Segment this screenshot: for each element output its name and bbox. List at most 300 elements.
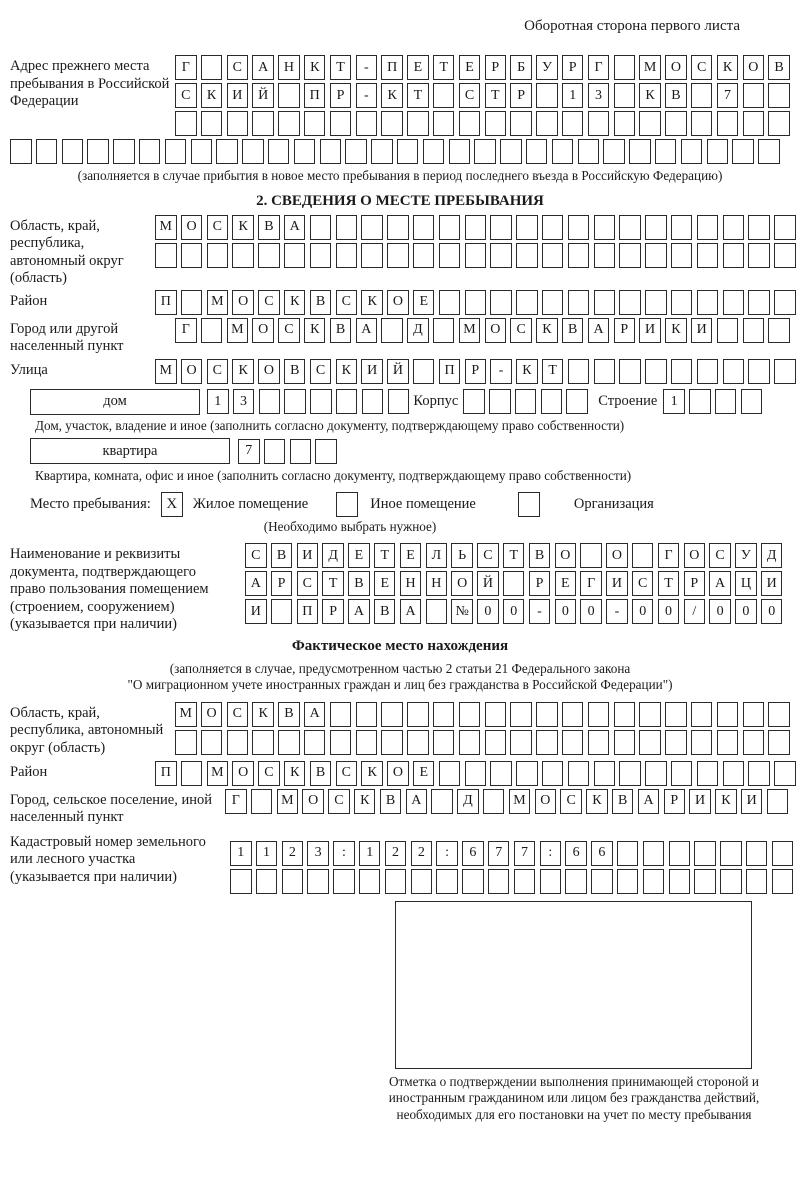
char-cell[interactable]: И — [606, 571, 628, 596]
char-cell[interactable] — [772, 841, 794, 866]
char-cell[interactable] — [772, 869, 794, 894]
char-cell[interactable] — [436, 869, 458, 894]
char-cell[interactable] — [568, 359, 590, 384]
char-cell[interactable]: У — [735, 543, 757, 568]
char-cell[interactable] — [768, 111, 790, 136]
char-cell[interactable]: С — [227, 55, 249, 80]
char-cell[interactable]: У — [536, 55, 558, 80]
char-cell[interactable]: К — [516, 359, 538, 384]
char-cell[interactable] — [671, 215, 693, 240]
char-cell[interactable]: К — [361, 290, 383, 315]
char-cell[interactable]: С — [691, 55, 713, 80]
char-cell[interactable]: С — [632, 571, 654, 596]
char-cell[interactable]: К — [717, 55, 739, 80]
char-cell[interactable]: 3 — [588, 83, 610, 108]
char-cell[interactable] — [614, 730, 636, 755]
char-cell[interactable]: 7 — [238, 439, 260, 464]
char-cell[interactable]: Р — [271, 571, 293, 596]
char-cell[interactable] — [271, 599, 293, 624]
char-cell[interactable]: 0 — [735, 599, 757, 624]
char-cell[interactable] — [562, 702, 584, 727]
char-cell[interactable]: 0 — [632, 599, 654, 624]
char-cell[interactable]: О — [181, 359, 203, 384]
char-cell[interactable]: О — [181, 215, 203, 240]
char-cell[interactable] — [201, 730, 223, 755]
char-cell[interactable]: А — [356, 318, 378, 343]
char-cell[interactable]: 1 — [207, 389, 229, 414]
char-cell[interactable]: А — [400, 599, 422, 624]
char-cell[interactable] — [36, 139, 58, 164]
char-cell[interactable] — [594, 359, 616, 384]
char-cell[interactable] — [639, 730, 661, 755]
char-cell[interactable] — [732, 139, 754, 164]
char-cell[interactable]: 1 — [230, 841, 252, 866]
char-cell[interactable]: - — [356, 55, 378, 80]
char-cell[interactable] — [689, 389, 711, 414]
char-cell[interactable] — [356, 111, 378, 136]
char-cell[interactable]: П — [155, 290, 177, 315]
char-cell[interactable] — [282, 869, 304, 894]
char-cell[interactable] — [165, 139, 187, 164]
char-cell[interactable] — [645, 290, 667, 315]
stay-type-checkbox-residential[interactable]: X — [161, 492, 183, 517]
char-cell[interactable] — [426, 599, 448, 624]
char-cell[interactable] — [645, 215, 667, 240]
char-cell[interactable]: 0 — [709, 599, 731, 624]
char-cell[interactable]: В — [271, 543, 293, 568]
char-cell[interactable] — [258, 243, 280, 268]
char-cell[interactable] — [356, 702, 378, 727]
char-cell[interactable] — [259, 389, 281, 414]
char-cell[interactable]: А — [406, 789, 428, 814]
char-cell[interactable] — [516, 761, 538, 786]
char-cell[interactable] — [619, 761, 641, 786]
char-cell[interactable] — [768, 318, 790, 343]
char-cell[interactable] — [669, 841, 691, 866]
char-cell[interactable]: О — [232, 290, 254, 315]
char-cell[interactable]: Р — [485, 55, 507, 80]
char-cell[interactable] — [562, 111, 584, 136]
char-cell[interactable]: К — [232, 359, 254, 384]
char-cell[interactable] — [139, 139, 161, 164]
char-cell[interactable] — [62, 139, 84, 164]
char-cell[interactable]: Р — [465, 359, 487, 384]
char-cell[interactable] — [483, 789, 505, 814]
char-cell[interactable] — [423, 139, 445, 164]
char-cell[interactable]: 6 — [591, 841, 613, 866]
char-cell[interactable]: П — [304, 83, 326, 108]
char-cell[interactable]: 0 — [503, 599, 525, 624]
char-cell[interactable] — [387, 243, 409, 268]
char-cell[interactable] — [294, 139, 316, 164]
char-cell[interactable] — [748, 761, 770, 786]
char-cell[interactable]: Р — [510, 83, 532, 108]
char-cell[interactable]: С — [227, 702, 249, 727]
char-cell[interactable] — [459, 702, 481, 727]
char-cell[interactable] — [566, 389, 588, 414]
char-cell[interactable]: Й — [477, 571, 499, 596]
char-cell[interactable]: Р — [614, 318, 636, 343]
char-cell[interactable] — [320, 139, 342, 164]
char-cell[interactable] — [516, 215, 538, 240]
char-cell[interactable] — [113, 139, 135, 164]
char-cell[interactable] — [381, 318, 403, 343]
char-cell[interactable] — [439, 761, 461, 786]
char-cell[interactable] — [619, 359, 641, 384]
char-cell[interactable] — [242, 139, 264, 164]
char-cell[interactable]: О — [451, 571, 473, 596]
char-cell[interactable] — [439, 290, 461, 315]
char-cell[interactable]: В — [374, 599, 396, 624]
char-cell[interactable] — [388, 389, 410, 414]
char-cell[interactable] — [694, 841, 716, 866]
char-cell[interactable] — [681, 139, 703, 164]
char-cell[interactable] — [619, 215, 641, 240]
char-cell[interactable]: В — [284, 359, 306, 384]
char-cell[interactable]: Е — [348, 543, 370, 568]
char-cell[interactable] — [645, 243, 667, 268]
char-cell[interactable] — [227, 111, 249, 136]
char-cell[interactable] — [768, 83, 790, 108]
char-cell[interactable]: К — [536, 318, 558, 343]
char-cell[interactable]: С — [175, 83, 197, 108]
char-cell[interactable]: М — [227, 318, 249, 343]
char-cell[interactable] — [717, 111, 739, 136]
char-cell[interactable] — [433, 702, 455, 727]
char-cell[interactable] — [723, 243, 745, 268]
char-cell[interactable]: С — [207, 359, 229, 384]
char-cell[interactable] — [155, 243, 177, 268]
char-cell[interactable] — [536, 702, 558, 727]
char-cell[interactable]: С — [459, 83, 481, 108]
char-cell[interactable]: В — [529, 543, 551, 568]
char-cell[interactable]: Н — [278, 55, 300, 80]
char-cell[interactable] — [743, 318, 765, 343]
char-cell[interactable]: В — [562, 318, 584, 343]
char-cell[interactable]: К — [354, 789, 376, 814]
char-cell[interactable] — [191, 139, 213, 164]
char-cell[interactable] — [665, 702, 687, 727]
char-cell[interactable]: С — [560, 789, 582, 814]
char-cell[interactable] — [723, 290, 745, 315]
char-cell[interactable] — [526, 139, 548, 164]
char-cell[interactable]: О — [606, 543, 628, 568]
char-cell[interactable] — [746, 841, 768, 866]
char-cell[interactable]: Р — [664, 789, 686, 814]
char-cell[interactable] — [715, 389, 737, 414]
char-cell[interactable]: Г — [225, 789, 247, 814]
char-cell[interactable]: 7 — [514, 841, 536, 866]
char-cell[interactable]: 1 — [562, 83, 584, 108]
char-cell[interactable]: К — [336, 359, 358, 384]
char-cell[interactable]: 0 — [477, 599, 499, 624]
char-cell[interactable] — [645, 359, 667, 384]
char-cell[interactable] — [500, 139, 522, 164]
char-cell[interactable]: 6 — [462, 841, 484, 866]
char-cell[interactable]: К — [586, 789, 608, 814]
char-cell[interactable]: С — [278, 318, 300, 343]
char-cell[interactable] — [465, 761, 487, 786]
char-cell[interactable]: Г — [580, 571, 602, 596]
char-cell[interactable] — [449, 139, 471, 164]
char-cell[interactable]: В — [278, 702, 300, 727]
char-cell[interactable]: 7 — [488, 841, 510, 866]
char-cell[interactable]: К — [304, 55, 326, 80]
char-cell[interactable] — [671, 761, 693, 786]
char-cell[interactable]: А — [709, 571, 731, 596]
char-cell[interactable]: А — [638, 789, 660, 814]
char-cell[interactable]: А — [348, 599, 370, 624]
char-cell[interactable] — [697, 290, 719, 315]
char-cell[interactable]: В — [380, 789, 402, 814]
char-cell[interactable]: Р — [684, 571, 706, 596]
stay-type-checkbox-organization[interactable] — [518, 492, 540, 517]
char-cell[interactable] — [381, 111, 403, 136]
char-cell[interactable]: Д — [322, 543, 344, 568]
char-cell[interactable] — [694, 869, 716, 894]
char-cell[interactable]: И — [691, 318, 713, 343]
char-cell[interactable]: 1 — [663, 389, 685, 414]
char-cell[interactable]: О — [387, 290, 409, 315]
char-cell[interactable] — [310, 215, 332, 240]
char-cell[interactable]: 6 — [565, 841, 587, 866]
char-cell[interactable]: 3 — [233, 389, 255, 414]
char-cell[interactable] — [588, 111, 610, 136]
char-cell[interactable] — [463, 389, 485, 414]
char-cell[interactable] — [614, 55, 636, 80]
char-cell[interactable]: Р — [330, 83, 352, 108]
char-cell[interactable]: Д — [407, 318, 429, 343]
char-cell[interactable] — [723, 761, 745, 786]
char-cell[interactable] — [619, 290, 641, 315]
char-cell[interactable] — [614, 83, 636, 108]
char-cell[interactable] — [330, 702, 352, 727]
char-cell[interactable] — [580, 543, 602, 568]
char-cell[interactable] — [230, 869, 252, 894]
char-cell[interactable] — [361, 215, 383, 240]
char-cell[interactable]: О — [252, 318, 274, 343]
char-cell[interactable]: 0 — [580, 599, 602, 624]
char-cell[interactable]: Ц — [735, 571, 757, 596]
char-cell[interactable]: А — [588, 318, 610, 343]
char-cell[interactable]: 0 — [555, 599, 577, 624]
char-cell[interactable] — [490, 290, 512, 315]
char-cell[interactable]: Г — [658, 543, 680, 568]
char-cell[interactable] — [256, 869, 278, 894]
char-cell[interactable]: А — [245, 571, 267, 596]
char-cell[interactable] — [387, 215, 409, 240]
char-cell[interactable] — [439, 243, 461, 268]
char-cell[interactable] — [743, 111, 765, 136]
char-cell[interactable]: П — [297, 599, 319, 624]
char-cell[interactable] — [465, 215, 487, 240]
char-cell[interactable]: 2 — [411, 841, 433, 866]
char-cell[interactable] — [536, 111, 558, 136]
char-cell[interactable]: С — [709, 543, 731, 568]
char-cell[interactable]: М — [207, 290, 229, 315]
char-cell[interactable] — [407, 730, 429, 755]
char-cell[interactable] — [697, 243, 719, 268]
char-cell[interactable] — [639, 111, 661, 136]
char-cell[interactable] — [591, 869, 613, 894]
char-cell[interactable] — [264, 439, 286, 464]
char-cell[interactable] — [774, 215, 796, 240]
char-cell[interactable]: О — [743, 55, 765, 80]
char-cell[interactable]: Н — [400, 571, 422, 596]
char-cell[interactable]: М — [509, 789, 531, 814]
char-cell[interactable]: О — [535, 789, 557, 814]
char-cell[interactable] — [568, 761, 590, 786]
char-cell[interactable] — [175, 730, 197, 755]
char-cell[interactable] — [304, 730, 326, 755]
char-cell[interactable] — [619, 243, 641, 268]
char-cell[interactable] — [723, 359, 745, 384]
char-cell[interactable]: О — [665, 55, 687, 80]
char-cell[interactable] — [268, 139, 290, 164]
char-cell[interactable] — [774, 290, 796, 315]
char-cell[interactable] — [536, 83, 558, 108]
char-cell[interactable] — [768, 730, 790, 755]
char-cell[interactable]: А — [284, 215, 306, 240]
char-cell[interactable] — [691, 702, 713, 727]
char-cell[interactable]: Е — [407, 55, 429, 80]
char-cell[interactable] — [336, 389, 358, 414]
char-cell[interactable] — [542, 215, 564, 240]
char-cell[interactable]: И — [741, 789, 763, 814]
char-cell[interactable]: М — [639, 55, 661, 80]
char-cell[interactable]: Т — [322, 571, 344, 596]
char-cell[interactable] — [697, 215, 719, 240]
char-cell[interactable] — [516, 290, 538, 315]
char-cell[interactable]: / — [684, 599, 706, 624]
char-cell[interactable]: К — [361, 761, 383, 786]
char-cell[interactable]: Т — [503, 543, 525, 568]
char-cell[interactable] — [411, 869, 433, 894]
char-cell[interactable] — [330, 730, 352, 755]
char-cell[interactable] — [278, 730, 300, 755]
char-cell[interactable]: К — [232, 215, 254, 240]
char-cell[interactable]: С — [297, 571, 319, 596]
char-cell[interactable]: К — [715, 789, 737, 814]
char-cell[interactable] — [201, 318, 223, 343]
char-cell[interactable]: - — [606, 599, 628, 624]
char-cell[interactable] — [748, 290, 770, 315]
char-cell[interactable] — [381, 730, 403, 755]
char-cell[interactable] — [748, 243, 770, 268]
char-cell[interactable]: Е — [374, 571, 396, 596]
char-cell[interactable]: В — [348, 571, 370, 596]
char-cell[interactable] — [617, 841, 639, 866]
char-cell[interactable]: А — [304, 702, 326, 727]
char-cell[interactable] — [413, 215, 435, 240]
char-cell[interactable] — [562, 730, 584, 755]
char-cell[interactable] — [201, 111, 223, 136]
char-cell[interactable]: О — [232, 761, 254, 786]
char-cell[interactable]: Р — [529, 571, 551, 596]
char-cell[interactable] — [536, 730, 558, 755]
char-cell[interactable]: Т — [330, 55, 352, 80]
char-cell[interactable] — [565, 869, 587, 894]
char-cell[interactable]: К — [665, 318, 687, 343]
char-cell[interactable]: В — [612, 789, 634, 814]
char-cell[interactable] — [568, 215, 590, 240]
char-cell[interactable] — [639, 702, 661, 727]
char-cell[interactable] — [748, 359, 770, 384]
char-cell[interactable]: Г — [175, 318, 197, 343]
char-cell[interactable] — [336, 243, 358, 268]
char-cell[interactable]: К — [284, 761, 306, 786]
char-cell[interactable] — [181, 290, 203, 315]
char-cell[interactable]: О — [555, 543, 577, 568]
char-cell[interactable]: К — [381, 83, 403, 108]
char-cell[interactable]: М — [155, 215, 177, 240]
char-cell[interactable] — [87, 139, 109, 164]
char-cell[interactable] — [542, 290, 564, 315]
char-cell[interactable] — [290, 439, 312, 464]
char-cell[interactable]: П — [155, 761, 177, 786]
char-cell[interactable] — [720, 869, 742, 894]
char-cell[interactable]: К — [284, 290, 306, 315]
char-cell[interactable] — [371, 139, 393, 164]
char-cell[interactable] — [717, 730, 739, 755]
char-cell[interactable] — [181, 243, 203, 268]
char-cell[interactable] — [614, 702, 636, 727]
char-cell[interactable] — [629, 139, 651, 164]
char-cell[interactable] — [489, 389, 511, 414]
char-cell[interactable] — [433, 83, 455, 108]
char-cell[interactable] — [333, 869, 355, 894]
char-cell[interactable] — [251, 789, 273, 814]
char-cell[interactable]: Л — [426, 543, 448, 568]
char-cell[interactable] — [175, 111, 197, 136]
char-cell[interactable] — [768, 702, 790, 727]
char-cell[interactable]: С — [207, 215, 229, 240]
char-cell[interactable] — [578, 139, 600, 164]
char-cell[interactable] — [413, 243, 435, 268]
char-cell[interactable] — [356, 730, 378, 755]
char-cell[interactable]: Е — [413, 761, 435, 786]
char-cell[interactable] — [669, 869, 691, 894]
char-cell[interactable] — [359, 869, 381, 894]
char-cell[interactable] — [665, 111, 687, 136]
char-cell[interactable]: Т — [374, 543, 396, 568]
char-cell[interactable]: К — [304, 318, 326, 343]
char-cell[interactable] — [433, 730, 455, 755]
char-cell[interactable] — [304, 111, 326, 136]
char-cell[interactable] — [474, 139, 496, 164]
char-cell[interactable] — [541, 389, 563, 414]
char-cell[interactable]: И — [639, 318, 661, 343]
char-cell[interactable] — [594, 243, 616, 268]
char-cell[interactable]: № — [451, 599, 473, 624]
char-cell[interactable] — [462, 869, 484, 894]
char-cell[interactable]: М — [175, 702, 197, 727]
char-cell[interactable]: О — [485, 318, 507, 343]
char-cell[interactable] — [459, 730, 481, 755]
char-cell[interactable] — [741, 389, 763, 414]
char-cell[interactable]: О — [387, 761, 409, 786]
char-cell[interactable]: Д — [457, 789, 479, 814]
char-cell[interactable] — [510, 702, 532, 727]
char-cell[interactable] — [232, 243, 254, 268]
char-cell[interactable]: С — [310, 359, 332, 384]
char-cell[interactable]: : — [540, 841, 562, 866]
char-cell[interactable] — [665, 730, 687, 755]
char-cell[interactable] — [227, 730, 249, 755]
char-cell[interactable]: И — [245, 599, 267, 624]
char-cell[interactable] — [485, 702, 507, 727]
char-cell[interactable]: 2 — [282, 841, 304, 866]
